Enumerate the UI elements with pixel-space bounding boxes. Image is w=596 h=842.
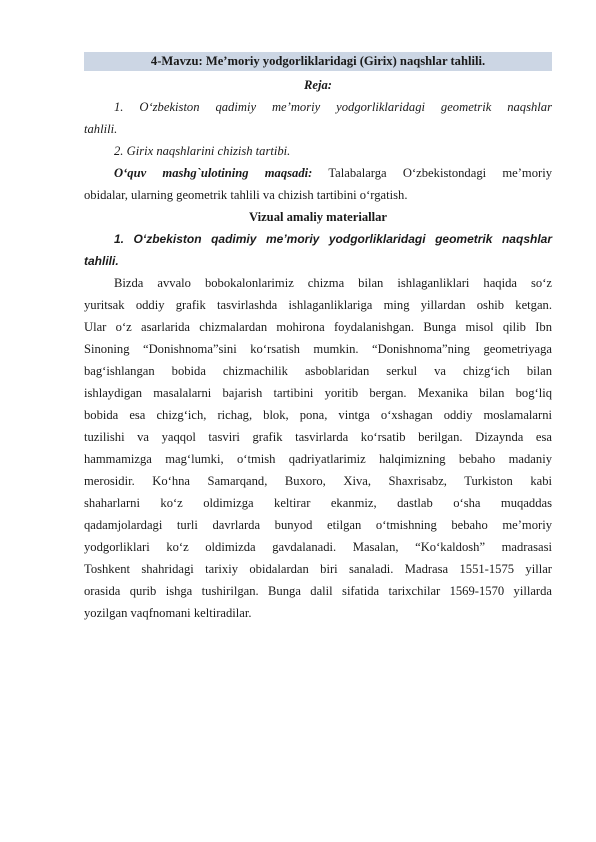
body-line: hammamizga mag‘lumki, o‘tmish qadriyatlarimiz halqimizning bebaho madaniy xyxy=(84,452,552,466)
body-line: Sinoning “Donishnoma”sini ko‘rsatish mumkin. “Donishnoma”ning geometriyaga xyxy=(84,342,552,356)
body-line: yozilgan vaqfnomani keltiradilar. xyxy=(84,606,252,620)
goal-label: O‘quv mashg`ulotining maqsadi: xyxy=(114,166,313,180)
body-line: merosidir. Ko‘hna Samarqand, Buxoro, Xiva, Shaxrisabz, Turkiston kabi xyxy=(84,474,552,488)
body-line: yuritsak oddiy grafik tasvirlashda ishlaganliklariga ming yillardan oshib ketgan. xyxy=(84,298,552,312)
section-heading-line-2: tahlili. xyxy=(84,254,119,268)
body-line: bobida esa chizg‘ich, richag, blok, pona, vintga o‘xshagan oddiy moslamalarni xyxy=(84,408,552,422)
body-line: qadamjolardagi turli davrlarda bunyod etilgan o‘tmishning bebaho me’moriy xyxy=(84,518,552,532)
plan-item-1-line-2: tahlili. xyxy=(84,122,118,136)
visual-materials-heading: Vizual amaliy materiallar xyxy=(248,210,388,224)
plan-item-2: 2. Girix naqshlarini chizish tartibi. xyxy=(114,144,291,158)
body-paragraph xyxy=(84,272,552,624)
goal-line-2: obidalar, ularning geometrik tahlili va chizish tartibini o‘rgatish. xyxy=(84,188,408,202)
plan-heading: Reja: xyxy=(304,78,332,92)
body-line: yodgorliklari ko‘z oldimizda gavdalanadi. Masalan, “Ko‘kaldosh” madrasasi xyxy=(84,540,552,554)
plan-item-1-line-1: 1. O‘zbekiston qadimiy me’moriy yodgorliklaridagi geometrik naqshlar xyxy=(114,100,552,114)
topic-title: 4-Mavzu: Me’moriy yodgorliklaridagi (Girix) naqshlar tahlili. xyxy=(84,52,552,71)
body-line: Bizda avvalo bobokalonlarimiz chizma bilan ishlaganliklari haqida so‘z xyxy=(114,276,552,290)
body-line: Toshkent shahridagi tarixiy obidalardan biri sanaladi. Madrasa 1551-1575 yillar xyxy=(84,562,552,576)
body-line: ishlaydigan masalalarni bajarish tartibini yoritib bergan. Mexanika bilan bog‘liq xyxy=(84,386,552,400)
section-heading-line-1: 1. O‘zbekiston qadimiy me’moriy yodgorliklaridagi geometrik naqshlar xyxy=(114,232,552,246)
body-line: Ular o‘z asarlarida chizmalardan mohirona foydalanishgan. Bunga misol qilib Ibn xyxy=(84,320,552,334)
goal-text-1: Talabalarga O‘zbekistondagi me’moriy xyxy=(328,166,553,180)
body-line: orasida qurib ishga tushirilgan. Bunga dalil sifatida tarixchilar 1569-1570 yillarda xyxy=(84,584,552,598)
document-page xyxy=(84,52,552,624)
body-line: tuzilishi va yaqqol tasviri grafik tasvirlarda ko‘rsatib berilgan. Dizaynda esa xyxy=(84,430,552,444)
body-line: bag‘ishlangan bobida chizmachilik asboblaridan serkul va chizg‘ich bilan xyxy=(84,364,552,378)
body-line: shaharlarni ko‘z oldimizga keltirar ekanmiz, dastlab o‘sha muqaddas xyxy=(84,496,552,510)
goal-line-1 xyxy=(84,162,552,184)
